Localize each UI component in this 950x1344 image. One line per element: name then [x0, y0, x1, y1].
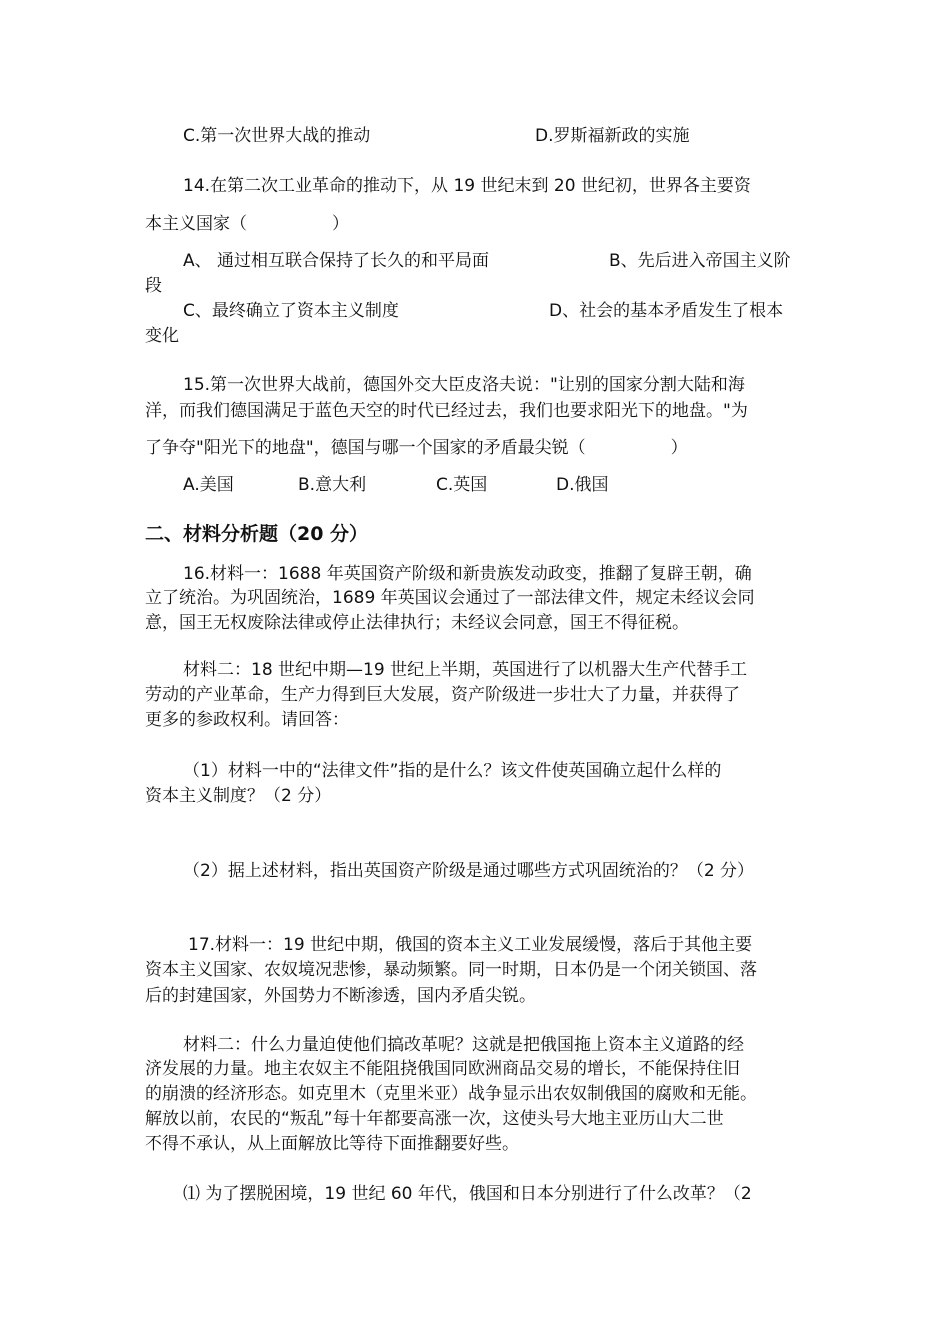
q16-material-2-line-1: 材料二：18 世纪中期—19 世纪上半期，英国进行了以机器大生产代替手工	[183, 660, 748, 680]
q13-option-c: C.第一次世界大战的推动	[183, 126, 371, 146]
q14-option-a: A、 通过相互联合保持了长久的和平局面	[183, 251, 490, 271]
q16-material-1-line-1: 16.材料一：1688 年英国资产阶级和新贵族发动政变，推翻了复辟王朝，确	[183, 564, 752, 584]
q17-material-2-line-3: 的崩溃的经济形态。如克里木（克里米亚）战争显示出农奴制俄国的腐败和无能。	[145, 1084, 757, 1104]
q15-option-a: A.美国	[183, 475, 234, 495]
q14-stem-line-2: 本主义国家（ ）	[145, 214, 349, 234]
q13-option-d: D.罗斯福新政的实施	[535, 126, 690, 146]
q16-material-1-line-2: 立了统治。为巩固统治，1689 年英国议会通过了一部法律文件，规定未经议会同	[145, 588, 755, 608]
q17-material-1-line-2: 资本主义国家、农奴境况悲惨，暴动频繁。同一时期，日本仍是一个闭关锁国、落	[145, 960, 757, 980]
q14-option-d: D、社会的基本矛盾发生了根本	[549, 301, 784, 321]
q17-material-2-line-2: 济发展的力量。地主农奴主不能阻挠俄国同欧洲商品交易的增长，不能保持住旧	[145, 1059, 740, 1079]
q16-sub-question-1-line-2: 资本主义制度？（2 分）	[145, 786, 332, 806]
q17-material-1-line-3: 后的封建国家，外国势力不断渗透，国内矛盾尖锐。	[145, 986, 536, 1006]
section-2-heading: 二、材料分析题（20 分）	[145, 523, 369, 545]
q14-option-b: B、先后进入帝国主义阶	[609, 251, 791, 271]
q14-option-c: C、最终确立了资本主义制度	[183, 301, 399, 321]
q15-option-c: C.英国	[436, 475, 488, 495]
q15-stem-line-1: 15.第一次世界大战前，德国外交大臣皮洛夫说："让别的国家分割大陆和海	[183, 375, 745, 395]
q15-stem-line-3: 了争夺"阳光下的地盘"，德国与哪一个国家的矛盾最尖锐（ ）	[145, 438, 688, 458]
q17-sub-question-1-line-1: ⑴ 为了摆脱困境，19 世纪 60 年代，俄国和日本分别进行了什么改革？（2	[183, 1184, 752, 1204]
q16-material-1-line-3: 意，国王无权废除法律或停止法律执行；未经议会同意，国王不得征税。	[145, 613, 689, 633]
q17-material-1-line-1: 17.材料一：19 世纪中期，俄国的资本主义工业发展缓慢，落后于其他主要	[188, 935, 753, 955]
q15-option-d: D.俄国	[556, 475, 609, 495]
q16-sub-question-1-line-1: （1）材料一中的“法律文件”指的是什么？该文件使英国确立起什么样的	[183, 761, 722, 781]
q16-sub-question-2: （2）据上述材料，指出英国资产阶级是通过哪些方式巩固统治的？（2 分）	[183, 861, 755, 881]
q14-option-d-cont: 变化	[145, 326, 179, 346]
q17-material-2-line-1: 材料二：什么力量迫使他们搞改革呢？这就是把俄国拖上资本主义道路的经	[183, 1035, 744, 1055]
q17-material-2-line-5: 不得不承认，从上面解放比等待下面推翻要好些。	[145, 1134, 519, 1154]
q15-option-b: B.意大利	[298, 475, 367, 495]
q14-stem-line-1: 14.在第二次工业革命的推动下，从 19 世纪末到 20 世纪初，世界各主要资	[183, 176, 751, 196]
q17-material-2-line-4: 解放以前，农民的“叛乱”每十年都要高涨一次，这使头号大地主亚历山大二世	[145, 1109, 724, 1129]
q16-material-2-line-3: 更多的参政权利。请回答：	[145, 710, 349, 730]
q14-option-b-cont: 段	[145, 276, 162, 296]
q15-stem-line-2: 洋，而我们德国满足于蓝色天空的时代已经过去，我们也要求阳光下的地盘。"为	[145, 401, 748, 421]
q16-material-2-line-2: 劳动的产业革命，生产力得到巨大发展，资产阶级进一步壮大了力量，并获得了	[145, 685, 740, 705]
